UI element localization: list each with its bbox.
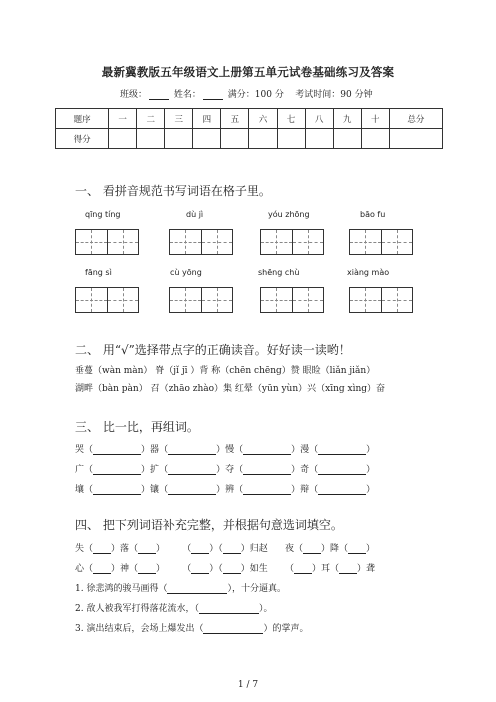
char: 奇 (300, 465, 310, 475)
idiom-blank[interactable] (191, 544, 209, 554)
name-blank[interactable] (203, 90, 223, 100)
header-cell: 二 (137, 109, 165, 129)
answer-blank[interactable] (243, 445, 291, 455)
score-cell[interactable] (277, 129, 305, 149)
char: 扩 (150, 465, 160, 475)
answer-blank[interactable] (168, 445, 216, 455)
score-row-label: 得分 (56, 129, 109, 149)
header-cell: 七 (277, 109, 305, 129)
header-cell: 十 (361, 109, 389, 129)
char: 慢 (225, 445, 235, 455)
idiom-blank[interactable] (223, 544, 241, 554)
compare-row: 哭（ ）器（ ）慢（ ）漫（ ） (75, 445, 376, 455)
answer-blank[interactable] (243, 485, 291, 495)
answer-blank[interactable] (168, 485, 216, 495)
score-row (56, 129, 443, 149)
answer-blank[interactable] (93, 485, 141, 495)
writing-grid[interactable] (349, 229, 413, 255)
pinyin-label: fāng sì (85, 268, 112, 277)
exam-time: 考试时间：90 分钟 (295, 90, 373, 100)
pinyin-label: cù yōng (170, 268, 202, 277)
pronunciation-line-2[interactable]: 湖畔（bàn pàn） 召（zhāo zhào）集 红晕（yūn yùn）兴（xīng xìng）奋 (75, 384, 386, 394)
section-2-heading: 二、 用“√”选择带点字的正确读音。好好读一读哟！ (75, 343, 351, 357)
answer-blank[interactable] (243, 465, 291, 475)
answer-blank[interactable] (318, 465, 366, 475)
pinyin-label: dù jì (186, 210, 204, 219)
fill-question-1: 1. 徐悲鸿的骏马画得（ ），十分逼真。 (75, 584, 286, 594)
score-table (55, 108, 443, 149)
header-cell: 三 (165, 109, 193, 129)
char: 壤 (75, 485, 85, 495)
score-cell[interactable] (305, 129, 333, 149)
score-cell[interactable] (389, 129, 442, 149)
answer-blank[interactable] (93, 445, 141, 455)
header-cell: 四 (193, 109, 221, 129)
student-info-line (120, 87, 373, 100)
idiom-blank[interactable] (223, 564, 241, 574)
page-number: 1 / 7 (237, 680, 259, 690)
page-title: 最新冀教版五年级语文上册第五单元试卷基础练习及答案 (101, 65, 395, 79)
idiom-blank[interactable] (93, 544, 111, 554)
header-cell: 六 (249, 109, 277, 129)
header-cell: 八 (305, 109, 333, 129)
class-label: 班级： (120, 90, 148, 100)
idiom-blank[interactable] (191, 564, 209, 574)
answer-blank[interactable] (168, 465, 216, 475)
fill-question-3: 3. 演出结束后，会场上爆发出（ ）的掌声。 (75, 624, 309, 634)
writing-grid[interactable] (75, 287, 139, 313)
idiom-row: 失（ ）落（ ） （ ）（ ）归赵 夜（ ）降（ ） (75, 544, 375, 554)
idiom-blank[interactable] (348, 544, 366, 554)
header-cell: 总分 (389, 109, 442, 129)
writing-grid[interactable] (75, 229, 139, 255)
pinyin-label: xiàng mào (347, 268, 390, 277)
full-score: 满分：100 分 (227, 90, 284, 100)
writing-grid[interactable] (260, 287, 324, 313)
score-table-header (56, 109, 443, 129)
fill-blank[interactable] (167, 584, 227, 594)
char: 哭 (75, 445, 85, 455)
answer-blank[interactable] (318, 445, 366, 455)
char: 辩 (300, 485, 310, 495)
char: 镶 (150, 485, 160, 495)
section-4-heading: 四、 把下列词语补充完整，并根据句意选词填空。 (75, 518, 343, 532)
header-cell: 题序 (56, 109, 109, 129)
char: 辨 (225, 485, 235, 495)
class-blank[interactable] (149, 90, 169, 100)
score-cell[interactable] (249, 129, 277, 149)
writing-grid[interactable] (169, 229, 233, 255)
section-3-heading: 三、 比一比，再组词。 (75, 420, 199, 434)
pinyin-label: qīng tíng (85, 210, 121, 219)
compare-row: 广（ ）扩（ ）夺（ ）奇（ ） (75, 465, 376, 475)
name-label: 姓名： (173, 90, 201, 100)
score-cell[interactable] (361, 129, 389, 149)
header-cell: 九 (333, 109, 361, 129)
score-cell[interactable] (333, 129, 361, 149)
idiom-blank[interactable] (294, 564, 312, 574)
writing-grid[interactable] (260, 229, 324, 255)
pinyin-label: yóu zhōng (268, 210, 310, 219)
pronunciation-line-1[interactable]: 垂蔓（wàn màn） 脊（jǐ jī ）背 称（chēn chēng）赞 眼睑（liǎn jiǎn） (75, 366, 376, 376)
score-cell[interactable] (137, 129, 165, 149)
writing-grid[interactable] (169, 287, 233, 313)
char: 广 (75, 465, 85, 475)
fill-question-2: 2. 敌人被我军打得落花流水，（ ）。 (75, 604, 273, 614)
header-cell: 五 (221, 109, 249, 129)
fill-blank[interactable] (199, 604, 259, 614)
idiom-blank[interactable] (138, 564, 156, 574)
idiom-blank[interactable] (303, 544, 321, 554)
idiom-blank[interactable] (93, 564, 111, 574)
char: 夺 (225, 465, 235, 475)
idiom-row: 心（ ）神（ ） （ ）（ ）如生 （ ）耳（ ）聋 (75, 564, 375, 574)
writing-grid[interactable] (349, 287, 413, 313)
score-cell[interactable] (221, 129, 249, 149)
compare-row: 壤（ ）镶（ ）辨（ ）辩（ ） (75, 485, 376, 495)
fill-blank[interactable] (203, 624, 263, 634)
score-cell[interactable] (165, 129, 193, 149)
char: 器 (150, 445, 160, 455)
pinyin-label: bāo fu (360, 210, 386, 219)
header-cell: 一 (109, 109, 137, 129)
section-1-heading: 一、 看拼音规范书写词语在格子里。 (75, 184, 271, 198)
idiom-blank[interactable] (339, 564, 357, 574)
answer-blank[interactable] (318, 485, 366, 495)
score-cell[interactable] (109, 129, 137, 149)
idiom-blank[interactable] (138, 544, 156, 554)
pinyin-label: shēng chù (258, 268, 300, 277)
answer-blank[interactable] (93, 465, 141, 475)
char: 漫 (300, 445, 310, 455)
score-cell[interactable] (193, 129, 221, 149)
